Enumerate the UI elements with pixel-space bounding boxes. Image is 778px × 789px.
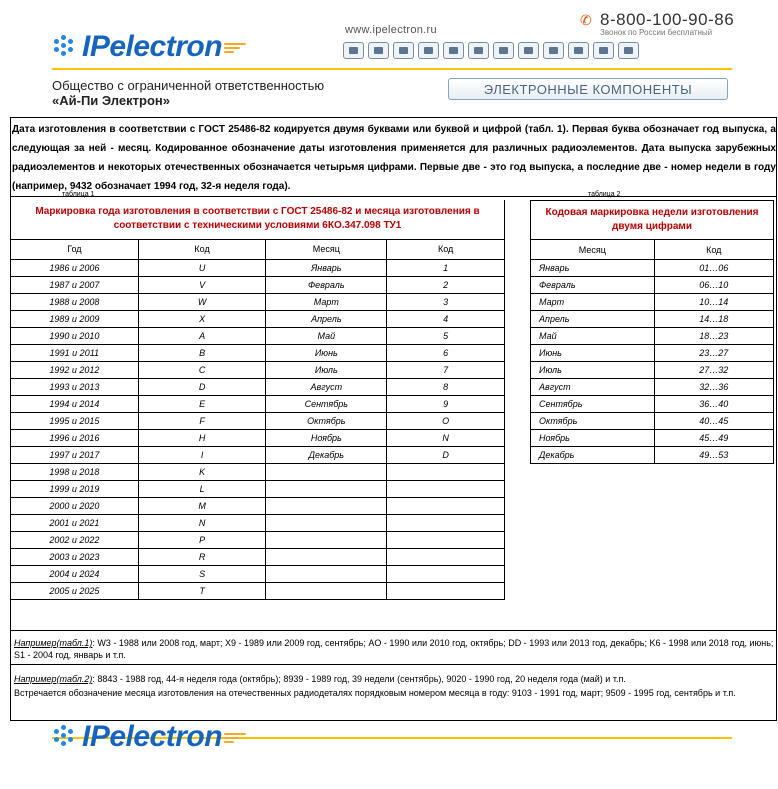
table1-cell: 1997 и 2017 bbox=[11, 446, 139, 463]
table2-header-row bbox=[531, 240, 774, 260]
table1-cell bbox=[266, 514, 387, 531]
table1-cell: Октябрь bbox=[266, 412, 387, 429]
connector-icon[interactable] bbox=[343, 42, 364, 59]
display-icon[interactable] bbox=[393, 42, 414, 59]
table1-cell: 1988 и 2008 bbox=[11, 293, 139, 310]
logo-tail-icon bbox=[224, 40, 250, 54]
table1-cell: 2004 и 2024 bbox=[11, 565, 139, 582]
table1-row bbox=[11, 395, 505, 412]
table1-row bbox=[11, 344, 505, 361]
table1-cell bbox=[387, 531, 505, 548]
notes-divider-2 bbox=[10, 664, 777, 665]
table1-header-cell: Месяц bbox=[266, 239, 387, 259]
tool-icon[interactable] bbox=[518, 42, 539, 59]
table1-cell: S bbox=[138, 565, 266, 582]
table1-cell: N bbox=[387, 429, 505, 446]
table1-cell: 4 bbox=[387, 310, 505, 327]
table1-cell: 7 bbox=[387, 361, 505, 378]
table1-row bbox=[11, 378, 505, 395]
table1-cell: Апрель bbox=[266, 310, 387, 327]
table1-row bbox=[11, 412, 505, 429]
company-line-1: Общество с ограниченной ответственностью bbox=[52, 78, 325, 93]
table1-cell: Август bbox=[266, 378, 387, 395]
table1-cell: I bbox=[138, 446, 266, 463]
relay-icon[interactable] bbox=[568, 42, 589, 59]
table1-cell: D bbox=[387, 446, 505, 463]
table2-cell: Февраль bbox=[531, 277, 655, 294]
table2 bbox=[530, 200, 774, 464]
footer-brand-name: IPelectron bbox=[82, 720, 223, 753]
table2-cell: 10…14 bbox=[654, 294, 773, 311]
example-table2-note bbox=[14, 673, 774, 685]
table1-cell bbox=[266, 565, 387, 582]
table2-cell: 36…40 bbox=[654, 396, 773, 413]
table1-row bbox=[11, 565, 505, 582]
antenna-icon[interactable] bbox=[618, 42, 639, 59]
table1-cell: 6 bbox=[387, 344, 505, 361]
table2-cell: Август bbox=[531, 379, 655, 396]
table1-cell bbox=[266, 531, 387, 548]
logo-dots-icon bbox=[52, 33, 82, 61]
table1-cell: Декабрь bbox=[266, 446, 387, 463]
table1-row bbox=[11, 276, 505, 293]
example1-label: Например(табл.1) bbox=[14, 638, 93, 648]
table2-cell: Апрель bbox=[531, 311, 655, 328]
table2-cell: 45…49 bbox=[654, 430, 773, 447]
table2-cell: Июль bbox=[531, 362, 655, 379]
table1-cell bbox=[387, 497, 505, 514]
table1-cell: H bbox=[138, 429, 266, 446]
led-icon[interactable] bbox=[543, 42, 564, 59]
table2-row bbox=[531, 379, 774, 396]
logo-tail-icon bbox=[224, 730, 250, 744]
chip-icon[interactable] bbox=[418, 42, 439, 59]
table1-cell: Июль bbox=[266, 361, 387, 378]
table1-cell: 2000 и 2020 bbox=[11, 497, 139, 514]
table1-cell: 1993 и 2013 bbox=[11, 378, 139, 395]
table1-cell: P bbox=[138, 531, 266, 548]
table1-cell: Март bbox=[266, 293, 387, 310]
table1-cell bbox=[387, 463, 505, 480]
table1-cell: 8 bbox=[387, 378, 505, 395]
table1-cell: R bbox=[138, 548, 266, 565]
table1-cell: 1996 и 2016 bbox=[11, 429, 139, 446]
brand-name: IPelectron bbox=[82, 30, 223, 63]
table1-cell: C bbox=[138, 361, 266, 378]
table1-cell: A bbox=[138, 327, 266, 344]
table1-cell: 1994 и 2014 bbox=[11, 395, 139, 412]
table1-cell: 1990 и 2010 bbox=[11, 327, 139, 344]
table1-header-cell: Год bbox=[11, 239, 139, 259]
table1-cell: B bbox=[138, 344, 266, 361]
site-url[interactable]: www.ipelectron.ru bbox=[345, 24, 437, 36]
table1-row bbox=[11, 361, 505, 378]
table1-cell: 2005 и 2025 bbox=[11, 582, 139, 599]
table2-cell: 23…27 bbox=[654, 345, 773, 362]
table1-header-cell: Код bbox=[387, 239, 505, 259]
table2-row bbox=[531, 277, 774, 294]
table1-cell bbox=[387, 582, 505, 599]
table2-title-row bbox=[531, 201, 774, 240]
table1-header-cell: Код bbox=[138, 239, 266, 259]
table1-cell: 1986 и 2006 bbox=[11, 259, 139, 276]
table1-row bbox=[11, 582, 505, 599]
example2-label: Например(табл.2) bbox=[14, 674, 93, 684]
table1-cell: Январь bbox=[266, 259, 387, 276]
table1-label: таблица 1 bbox=[62, 191, 95, 198]
table1-cell: 2003 и 2023 bbox=[11, 548, 139, 565]
board-icon[interactable] bbox=[493, 42, 514, 59]
table1-cell: K bbox=[138, 463, 266, 480]
table1-row bbox=[11, 293, 505, 310]
table2-row bbox=[531, 362, 774, 379]
table1-cell: 2 bbox=[387, 276, 505, 293]
table1-cell: T bbox=[138, 582, 266, 599]
table1-row bbox=[11, 480, 505, 497]
table1-row bbox=[11, 548, 505, 565]
table1-row bbox=[11, 327, 505, 344]
table1-row bbox=[11, 497, 505, 514]
table2-cell: 49…53 bbox=[654, 447, 773, 464]
table2-cell: 06…10 bbox=[654, 277, 773, 294]
table1-cell bbox=[387, 480, 505, 497]
table2-row bbox=[531, 447, 774, 464]
table2-label: таблица 2 bbox=[588, 191, 621, 198]
phone-note: Звонок по России бесплатный bbox=[600, 28, 713, 37]
table1-cell: M bbox=[138, 497, 266, 514]
table2-row bbox=[531, 294, 774, 311]
example-table1-note bbox=[14, 637, 774, 661]
example1-text: : W3 - 1988 или 2008 год, март; X9 - 1989 или 2009 год, сентябрь; AO - 1990 или 2010 год, октябрь; DD - 1993 или 2013 год, декабрь; K6 - 1998 или 2018 год, июнь; S1 - 2004 год, январь и т.п. bbox=[14, 638, 774, 660]
intro-divider bbox=[10, 196, 777, 197]
intro-paragraph: Дата изготовления в соответствии с ГОСТ 25486-82 кодируется двумя буквами или буквой и цифрой (табл. 1). Первая буква обозначает год выпуска, а следующая за ней - месяц. Кодированное обозначение даты изготовления применяется для различных радиоэлементов. Дата выпуска зарубежных радиоэлементов и некоторых отечественных обозначается четырьмя цифрами. Первые две - это год выпуска, а последние две - номер недели в году (например, 9432 обозначает 1994 год, 32-я неделя года). bbox=[12, 124, 776, 192]
table1-row bbox=[11, 446, 505, 463]
header-divider bbox=[52, 68, 732, 70]
table1-cell: V bbox=[138, 276, 266, 293]
example2-text: : 8843 - 1988 год, 44-я неделя года (октябрь); 8939 - 1989 год, 39 недели (сентябрь), 9020 - 1990 год, 20 неделя года (май) и т.п. bbox=[92, 674, 626, 684]
table2-header-cell: Код bbox=[654, 240, 773, 260]
table2-cell: Январь bbox=[531, 260, 655, 277]
example-table2-extra: Встречается обозначение месяца изготовления на отечественных радиодеталях порядковым номером месяца в году: 9103 - 1991 год, март; 9509 - 1995 год, сентябрь и т.п. bbox=[14, 688, 736, 698]
table2-row bbox=[531, 260, 774, 277]
table2-row bbox=[531, 328, 774, 345]
table1-cell: 1999 и 2019 bbox=[11, 480, 139, 497]
table2-row bbox=[531, 396, 774, 413]
footer-brand-logo[interactable] bbox=[52, 720, 250, 754]
table2-cell: Март bbox=[531, 294, 655, 311]
battery-icon[interactable] bbox=[443, 42, 464, 59]
table1-cell: Февраль bbox=[266, 276, 387, 293]
table1-cell bbox=[387, 514, 505, 531]
table1-cell: 2001 и 2021 bbox=[11, 514, 139, 531]
table1-cell: 1 bbox=[387, 259, 505, 276]
table1-cell: 1992 и 2012 bbox=[11, 361, 139, 378]
table1-header-row bbox=[11, 239, 505, 259]
company-name bbox=[52, 78, 324, 108]
table1-cell: X bbox=[138, 310, 266, 327]
case-icon[interactable] bbox=[468, 42, 489, 59]
table1-cell: 9 bbox=[387, 395, 505, 412]
table1-cell: Ноябрь bbox=[266, 429, 387, 446]
table1-row bbox=[11, 310, 505, 327]
table2-cell: 01…06 bbox=[654, 260, 773, 277]
table1-cell: 1987 и 2007 bbox=[11, 276, 139, 293]
table1-cell: L bbox=[138, 480, 266, 497]
table1-cell: O bbox=[387, 412, 505, 429]
table2-row bbox=[531, 311, 774, 328]
table2-cell: Май bbox=[531, 328, 655, 345]
table1-cell bbox=[266, 548, 387, 565]
table2-cell: 32…36 bbox=[654, 379, 773, 396]
company-line-2: «Ай-Пи Электрон» bbox=[52, 93, 170, 108]
table2-cell: Ноябрь bbox=[531, 430, 655, 447]
table2-cell: 14…18 bbox=[654, 311, 773, 328]
category-icons bbox=[343, 42, 639, 59]
table1-cell: W bbox=[138, 293, 266, 310]
table1-cell: 3 bbox=[387, 293, 505, 310]
logo-dots-icon bbox=[52, 723, 82, 751]
notes-divider-1 bbox=[10, 630, 777, 631]
table2-cell: 40…45 bbox=[654, 413, 773, 430]
table1-cell bbox=[266, 480, 387, 497]
table1-title: Маркировка года изготовления в соответствии с ГОСТ 25486-82 и месяца изготовления в соответствии с техническими условиями 6КО.347.098 ТУ1 bbox=[35, 206, 480, 232]
table2-row bbox=[531, 430, 774, 447]
table1-cell: 1998 и 2018 bbox=[11, 463, 139, 480]
table2-cell: Октябрь bbox=[531, 413, 655, 430]
table1-row bbox=[11, 514, 505, 531]
table1-cell: 1995 и 2015 bbox=[11, 412, 139, 429]
table1-cell: N bbox=[138, 514, 266, 531]
phone-icon: ✆ bbox=[580, 12, 592, 28]
speaker-icon[interactable] bbox=[593, 42, 614, 59]
table1-cell: F bbox=[138, 412, 266, 429]
table2-cell: 27…32 bbox=[654, 362, 773, 379]
table1-cell: Сентябрь bbox=[266, 395, 387, 412]
table1-cell: E bbox=[138, 395, 266, 412]
table1-cell: 2002 и 2022 bbox=[11, 531, 139, 548]
electronic-components-button[interactable]: ЭЛЕКТРОННЫЕ КОМПОНЕНТЫ bbox=[448, 78, 728, 100]
table2-title: Кодовая маркировка недели изготовления двумя цифрами bbox=[545, 207, 759, 232]
table1-cell bbox=[387, 548, 505, 565]
cable-icon[interactable] bbox=[368, 42, 389, 59]
table2-row bbox=[531, 345, 774, 362]
table1 bbox=[10, 200, 505, 600]
table1-row bbox=[11, 429, 505, 446]
table1-cell: 5 bbox=[387, 327, 505, 344]
table2-row bbox=[531, 413, 774, 430]
table1-cell bbox=[266, 463, 387, 480]
table1-cell: 1989 и 2009 bbox=[11, 310, 139, 327]
table1-cell: Май bbox=[266, 327, 387, 344]
table1-cell bbox=[266, 582, 387, 599]
table1-row bbox=[11, 531, 505, 548]
table1-cell bbox=[266, 497, 387, 514]
table1-cell: D bbox=[138, 378, 266, 395]
table2-cell: 18…23 bbox=[654, 328, 773, 345]
table2-cell: Декабрь bbox=[531, 447, 655, 464]
table2-cell: Сентябрь bbox=[531, 396, 655, 413]
table1-row bbox=[11, 463, 505, 480]
table1-cell: 1991 и 2011 bbox=[11, 344, 139, 361]
table1-title-row bbox=[11, 200, 505, 239]
phone-number[interactable]: 8-800-100-90-86 bbox=[600, 10, 735, 29]
table1-row bbox=[11, 259, 505, 276]
table2-header-cell: Месяц bbox=[531, 240, 655, 260]
brand-logo[interactable] bbox=[52, 30, 250, 64]
table1-cell: Июнь bbox=[266, 344, 387, 361]
table1-cell bbox=[387, 565, 505, 582]
table1-cell: U bbox=[138, 259, 266, 276]
table2-cell: Июнь bbox=[531, 345, 655, 362]
